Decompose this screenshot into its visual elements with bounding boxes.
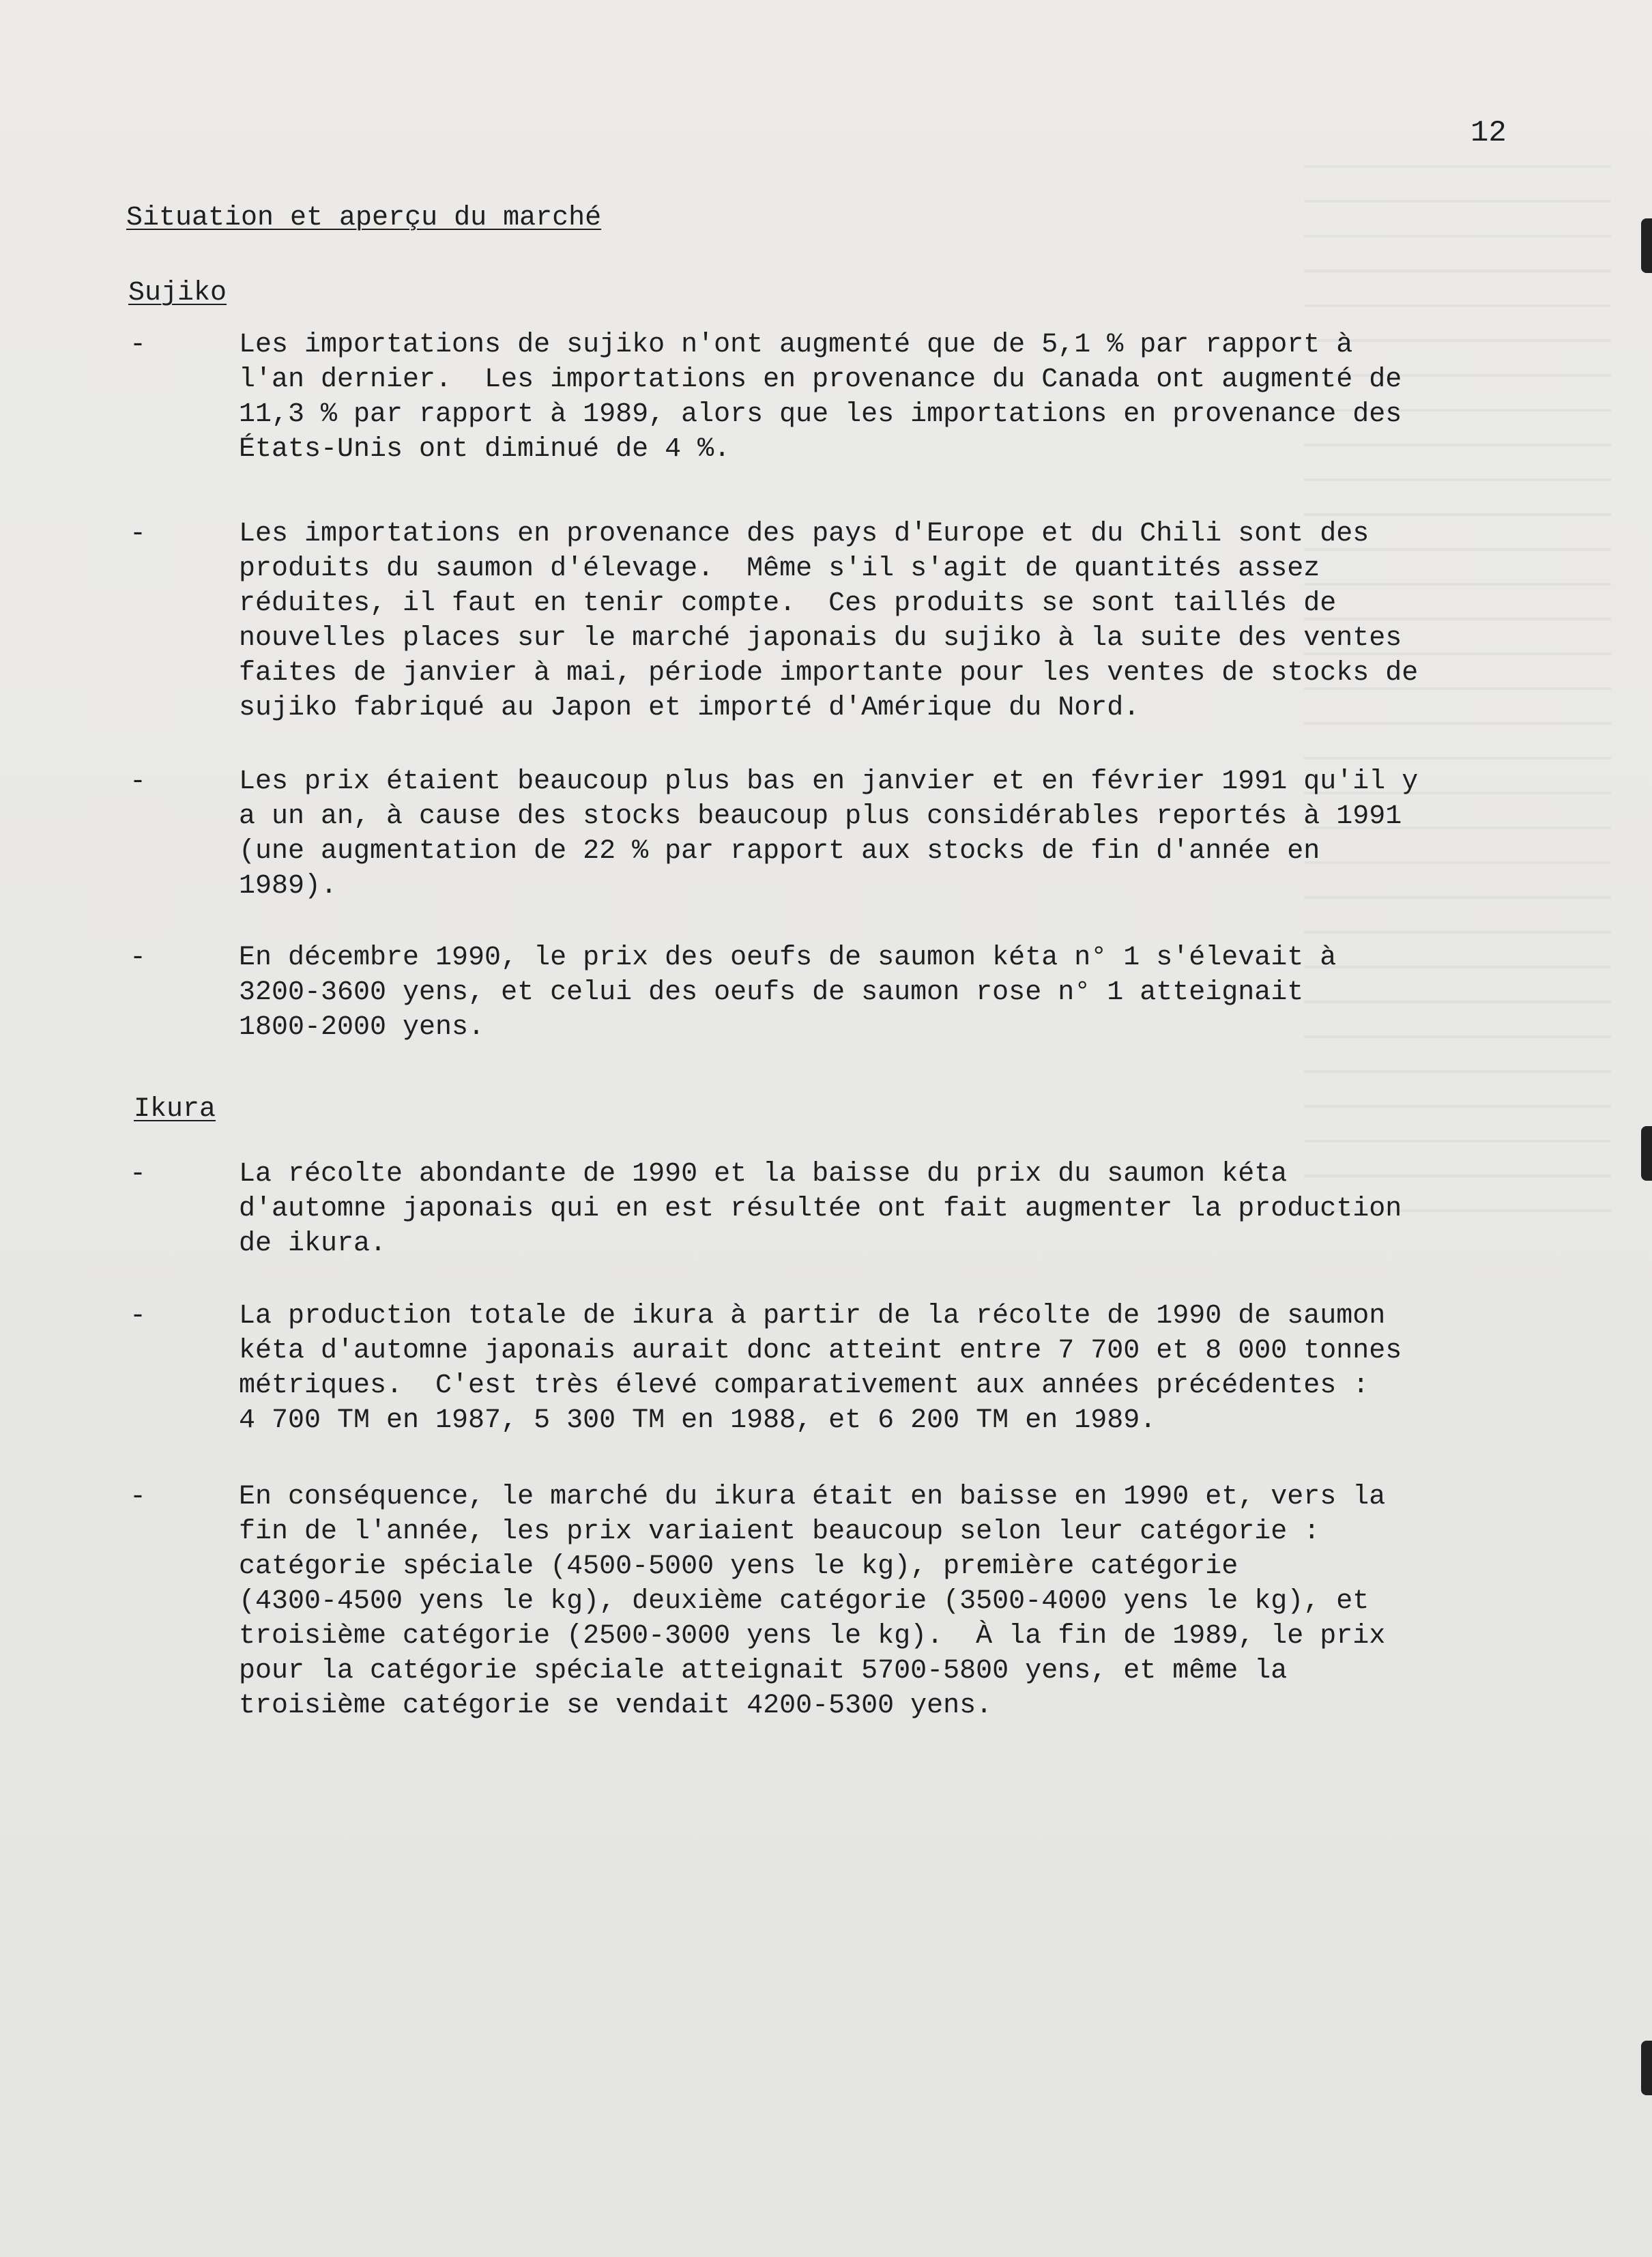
bullet-marker: - (130, 330, 147, 360)
bullet-text: La récolte abondante de 1990 et la baisse du prix du saumon kéta d'automne japonais qui en est résultée ont fait augmenter la production de ikura. (239, 1159, 1402, 1259)
bullet-marker: - (130, 1159, 147, 1190)
bullet-text: Les importations en provenance des pays d'Europe et du Chili sont des produits du saumon d'élevage. Même s'il s'agit de quantités assez réduites, il faut en tenir compte. Ces produits se sont taillés de nouvelles places sur le marché japonais du sujiko à la suite des ventes faites de janvier à mai, période importante pour les ventes de stocks de sujiko fabriqué au Japon et importé d'Amérique du Nord. (239, 519, 1419, 723)
page-title: Situation et aperçu du marché (126, 203, 602, 233)
bullet-text: Les prix étaient beaucoup plus bas en janvier et en février 1991 qu'il y a un an, à cause des stocks beaucoup plus considérables reportés à 1991 (une augmentation de 22 % par rapport aux stocks de fin d'année en 1989). (239, 766, 1419, 902)
bullet-text: En décembre 1990, le prix des oeufs de saumon kéta n° 1 s'élevait à 3200-3600 yens, et celui des oeufs de saumon rose n° 1 atteignait 1800-2000 yens. (239, 943, 1337, 1043)
punch-hole (1641, 218, 1652, 273)
bullet-text: La production totale de ikura à partir de la récolte de 1990 de saumon kéta d'automne japonais aurait donc atteint entre 7 700 et 8 000 tonnes métriques. C'est très élevé comparativement aux années précédentes : 4 700 TM en 1987, 5 300 TM en 1988, et 6 200 TM en 1989. (239, 1301, 1402, 1436)
bullet-text: En conséquence, le marché du ikura était en baisse en 1990 et, vers la fin de l'année, les prix variaient beaucoup selon leur catégorie : catégorie spéciale (4500-5000 yens le kg), première catégorie (4300-4500 yens le kg), deuxième catégorie (3500-4000 yens le kg), et troisième catégorie (2500-3000 yens le kg). À la fin de 1989, le prix pour la catégorie spéciale atteignait 5700-5800 yens, et même la troisième catégorie se vendait 4200-5300 yens. (239, 1482, 1386, 1721)
punch-hole (1641, 2041, 1652, 2095)
punch-hole (1641, 1126, 1652, 1181)
section-heading-sujiko: Sujiko (128, 278, 227, 308)
bullet-marker: - (130, 1301, 147, 1332)
bullet-marker: - (130, 943, 147, 973)
bullet-marker: - (130, 519, 147, 549)
section-heading-ikura: Ikura (134, 1094, 216, 1125)
page-number: 12 (1470, 116, 1507, 150)
bullet-marker: - (130, 766, 147, 797)
bullet-text: Les importations de sujiko n'ont augmenté que de 5,1 % par rapport à l'an dernier. Les importations en provenance du Canada ont augmenté de 11,3 % par rapport à 1989, alors que les importations en provenance des États-Unis ont diminué de 4 %. (239, 330, 1402, 465)
bullet-marker: - (130, 1482, 147, 1512)
